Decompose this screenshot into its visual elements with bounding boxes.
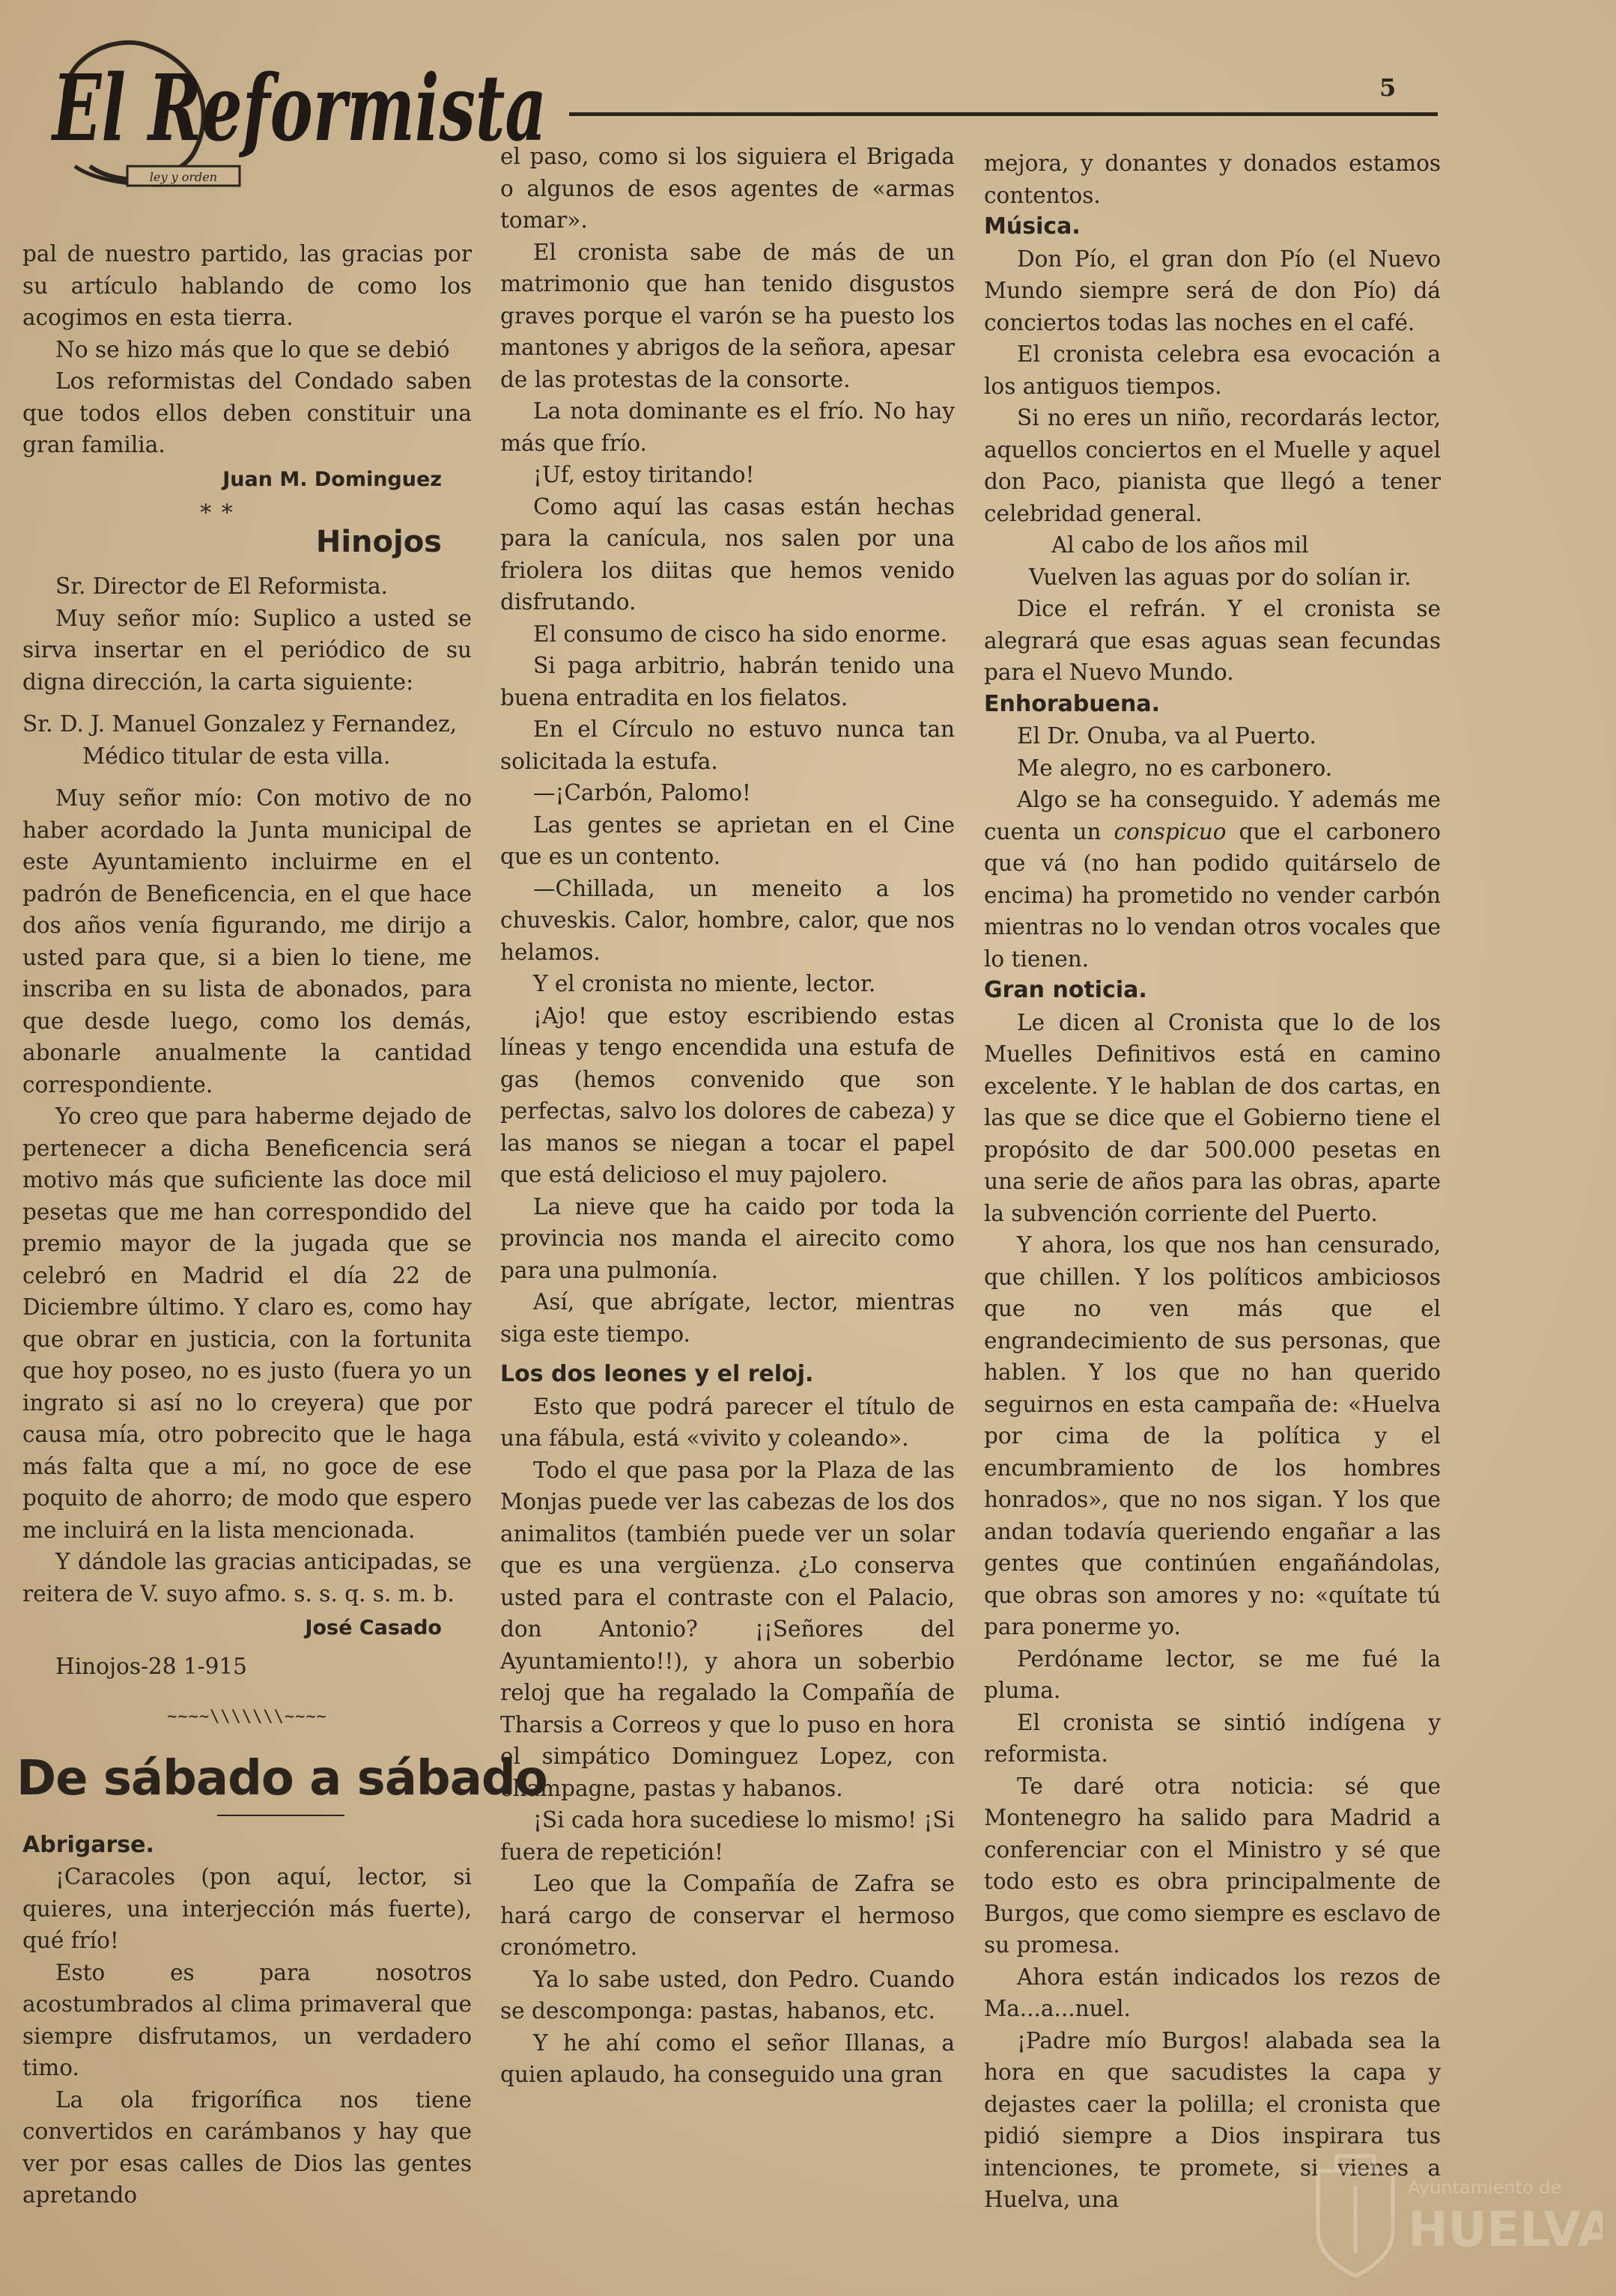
paragraph: El Dr. Onuba, va al Puerto. [1017, 723, 1316, 749]
paragraph: Esto que podrá parecer el título de una fábula, está «vivito y coleando». [500, 1393, 955, 1451]
ornament-divider: ~~~~\\\\\\\~~~~ [167, 1708, 327, 1726]
paragraph: Si paga arbitrio, habrán tenido una buena entradita en los fielatos. [500, 653, 955, 710]
paragraph: Todo el que pasa por la Plaza de las Monjas puede ver las cabezas de los dos animalitos (también puede ver un solar que es una vergüenza. ¿Lo conserva usted para el contraste con el Palacio, don Antonio? ¡¡Señores del Ayuntamiento!!), y ahora un soberbio reloj que ha regalado la Compañía de Tharsis a Correos y que lo puso en hora el simpático Dominguez Lopez, con champagne, pastas y habanos. [500, 1457, 955, 1801]
paragraph: Así, que abrígate, lector, mientras siga este tiempo. [500, 1289, 955, 1347]
paragraph: Y dándole las gracias anticipadas, se reitera de V. suyo afmo. s. s. q. s. m. b. [22, 1549, 472, 1607]
crest-icon [1318, 2156, 1393, 2276]
asterism: * * [200, 500, 234, 526]
masthead-title: El Reformista [50, 54, 547, 162]
masthead-logo [45, 16, 554, 189]
section-big-title: De sábado a sábado [16, 1750, 547, 1806]
watermark-line2: HUELVA [1408, 2202, 1603, 2258]
paragraph: La nieve que ha caido por toda la provincia nos manda el airecito como para una pulmonía. [500, 1193, 955, 1283]
verse-line: Vuelven las aguas por do solían ir. [1029, 564, 1412, 590]
paragraph: ¡Si cada hora sucediese lo mismo! ¡Si fuera de repetición! [500, 1807, 955, 1865]
paragraph: El cronista sabe de más de un matrimonio que han tenido disgustos graves porque el varón se ha puesto los mantones y abrigos de la señora, apesar de las protestas de la consorte. [500, 239, 955, 392]
paragraph: Y he ahí como el señor Illanas, a quien aplaudo, ha conseguido una gran [500, 2029, 955, 2087]
subheading: Los dos leones y el reloj. [500, 1361, 814, 1387]
verse-line: Al cabo de los años mil [1051, 532, 1309, 558]
header-rule [569, 112, 1438, 116]
column-3 [984, 147, 1441, 2216]
paragraph: La ola frigorífica nos tiene convertidos en carámbanos y hay que ver por esas calles de Dios las gentes apretando [22, 2086, 472, 2208]
column-1 [16, 238, 547, 2211]
paragraph: el paso, como si los siguiera el Brigada o algunos de esos agentes de «armas tomar». [500, 144, 955, 233]
subheading: Música. [984, 213, 1081, 240]
paragraph: Don Pío, el gran don Pío (el Nuevo Mundo siempre será de don Pío) dá conciertos todas las noches en el café. [984, 246, 1441, 335]
paragraph: pal de nuestro partido, las gracias por su artículo hablando de como los acogimos en esta tierra. [22, 241, 472, 330]
salutation: Sr. Director de El Reformista. [55, 573, 388, 599]
paragraph: Dice el refrán. Y el cronista se alegrará que esas aguas sean fecundas para el Nuevo Mundo. [984, 596, 1441, 685]
paragraph: La nota dominante es el frío. No hay más que frío. [500, 398, 955, 456]
subheading: Enhorabuena. [984, 690, 1161, 717]
paragraph: Ya lo sabe usted, don Pedro. Cuando se descomponga: pastas, habanos, etc. [500, 1966, 955, 2024]
paragraph: Me alegro, no es carbonero. [1017, 755, 1333, 781]
paragraph: Muy señor mío: Con motivo de no haber acordado la Junta municipal de este Ayuntamiento incluirme en el padrón de Beneficencia, en el que hace dos años venía figurando, me dirijo a usted para que, si a bien lo tiene, me inscriba en su lista de abonados, para que desde luego, como los demás, abonarle anualmente la cantidad correspondiente. [22, 785, 472, 1097]
title-rule [217, 1815, 344, 1816]
text-run: Algo se ha conseguido. Y además me cuenta un [984, 787, 1441, 844]
italic-word: conspicuo [1114, 818, 1227, 844]
archive-watermark [1303, 2141, 1603, 2283]
paragraph: —Chillada, un meneito a los chuveskis. Calor, hombre, calor, que nos helamos. [500, 875, 955, 965]
paragraph: Y ahora, los que nos han censurado, que chillen. Y los políticos ambiciosos que no ven más que el engrandecimiento de sus personas, que hablen. Y los que no han querido seguirnos en esta campaña de: «Huelva por cima de la política y el encumbramiento de los hombres honrados», que no nos sigan. Y los que andan todavía queriendo engañar a las gentes que continúen engañándolas, que obras son amores y no: «quítate tú para ponerme yo. [984, 1232, 1441, 1639]
paragraph: ¡Padre mío Burgos! alabada sea la hora en que sacudistes la capa y dejastes caer la polilla; el cronista que pidió siempre a Dios inspirara tus intenciones, te promete, si vienes a Huelva, una [984, 2027, 1441, 2212]
paragraph: Los reformistas del Condado saben que todos ellos deben constituir una gran familia. [22, 368, 472, 457]
paragraph: Y el cronista no miente, lector. [533, 971, 876, 996]
column-2 [500, 141, 955, 2091]
paragraph: ¡Caracoles (pon aquí, lector, si quieres, una interjección más fuerte), qué frío! [22, 1864, 472, 1953]
page-number: 5 [1379, 73, 1397, 102]
paragraph: ¡Uf, estoy tiritando! [533, 462, 755, 487]
address-line: Médico titular de esta villa. [82, 743, 391, 769]
dateline: Hinojos-28 1-915 [55, 1653, 247, 1679]
paragraph: El cronista se sintió indígena y reformista. [984, 1709, 1441, 1767]
paragraph: Te daré otra noticia: sé que Montenegro ha salido para Madrid a conferenciar con el Ministro y sé que todo esto es obra principalmente de Burgos, que como siempre es esclavo de su promesa. [984, 1773, 1441, 1958]
watermark-line1: Ayuntamiento de [1408, 2177, 1562, 2198]
paragraph: Perdóname lector, se me fué la pluma. [984, 1645, 1441, 1703]
subheading: Gran noticia. [984, 977, 1147, 1003]
paragraph: mejora, y donantes y donados estamos contentos. [984, 150, 1441, 208]
paragraph: Esto es para nosotros acostumbrados al clima primaveral que siempre disfrutamos, un verdadero timo. [22, 1959, 472, 2080]
masthead-motto: ley y orden [149, 170, 218, 184]
paragraph: Leo que la Compañía de Zafra se hará cargo de conservar el hermoso cronómetro. [500, 1871, 955, 1960]
address-line: Sr. D. J. Manuel Gonzalez y Fernandez, [22, 711, 458, 737]
signature: José Casado [305, 1616, 442, 1639]
paragraph: Las gentes se aprietan en el Cine que es un contento. [500, 811, 955, 869]
paragraph [984, 784, 1441, 975]
paragraph: Le dicen al Cronista que lo de los Muelles Definitivos está en camino excelente. Y le hablan de dos cartas, en las que se dice que el Gobierno tiene el propósito de dar 500.000 pesetas en una serie de años para las obras, aparte la subvención corriente del Puerto. [984, 1009, 1441, 1226]
subheading: Abrigarse. [22, 1831, 154, 1858]
paragraph: El cronista celebra esa evocación a los antiguos tiempos. [984, 341, 1441, 399]
paragraph: En el Círculo no estuvo nunca tan solicitada la estufa. [500, 716, 955, 774]
text-run: que el carbonero que vá (no han podido quitárselo de encima) ha prometido no vender carbón mientras no lo vendan otros vocales que lo tienen. [984, 818, 1441, 972]
paragraph: Muy señor mío: Suplico a usted se sirva insertar en el periódico de su digna dirección, la carta siguiente: [22, 605, 472, 695]
paragraph: No se hizo más que lo que se debió [55, 336, 450, 362]
paragraph: Si no eres un niño, recordarás lector, aquellos conciertos en el Muelle y aquel don Paco, pianista que llegó a tener celebridad general. [984, 405, 1441, 526]
section-title: Hinojos [315, 525, 442, 559]
paragraph: Yo creo que para haberme dejado de pertenecer a dicha Beneficencia será motivo más que suficiente las doce mil pesetas que me han correspondido del premio mayor de la jugada que se celebró en Madrid el día 22 de Diciembre último. Y claro es, como hay que obrar en justicia, con la fortunita que hoy poseo, no es justo (fuera yo un ingrato si así no lo creyera) que por causa mía, otro pobrecito que le haga más falta que a mí, no goce de ese poquito de ahorro; de modo que espero me incluirá en la lista mencionada. [22, 1103, 472, 1543]
paragraph: ¡Ajo! que estoy escribiendo estas líneas y tengo encendida una estufa de gas (hemos convenido que son perfectas, salvo los dolores de cabeza) y las manos se niegan a tocar el papel que está delicioso el muy pajolero. [500, 1002, 955, 1187]
paragraph: —¡Carbón, Palomo! [533, 780, 751, 806]
signature: Juan M. Dominguez [222, 467, 442, 491]
paragraph: El consumo de cisco ha sido enorme. [533, 621, 948, 647]
paragraph: Ahora están indicados los rezos de Ma...a...nuel. [984, 1964, 1441, 2021]
paragraph: Como aquí las casas están hechas para la canícula, nos salen por una friolera los diitas que hemos venido disfrutando. [500, 493, 955, 615]
